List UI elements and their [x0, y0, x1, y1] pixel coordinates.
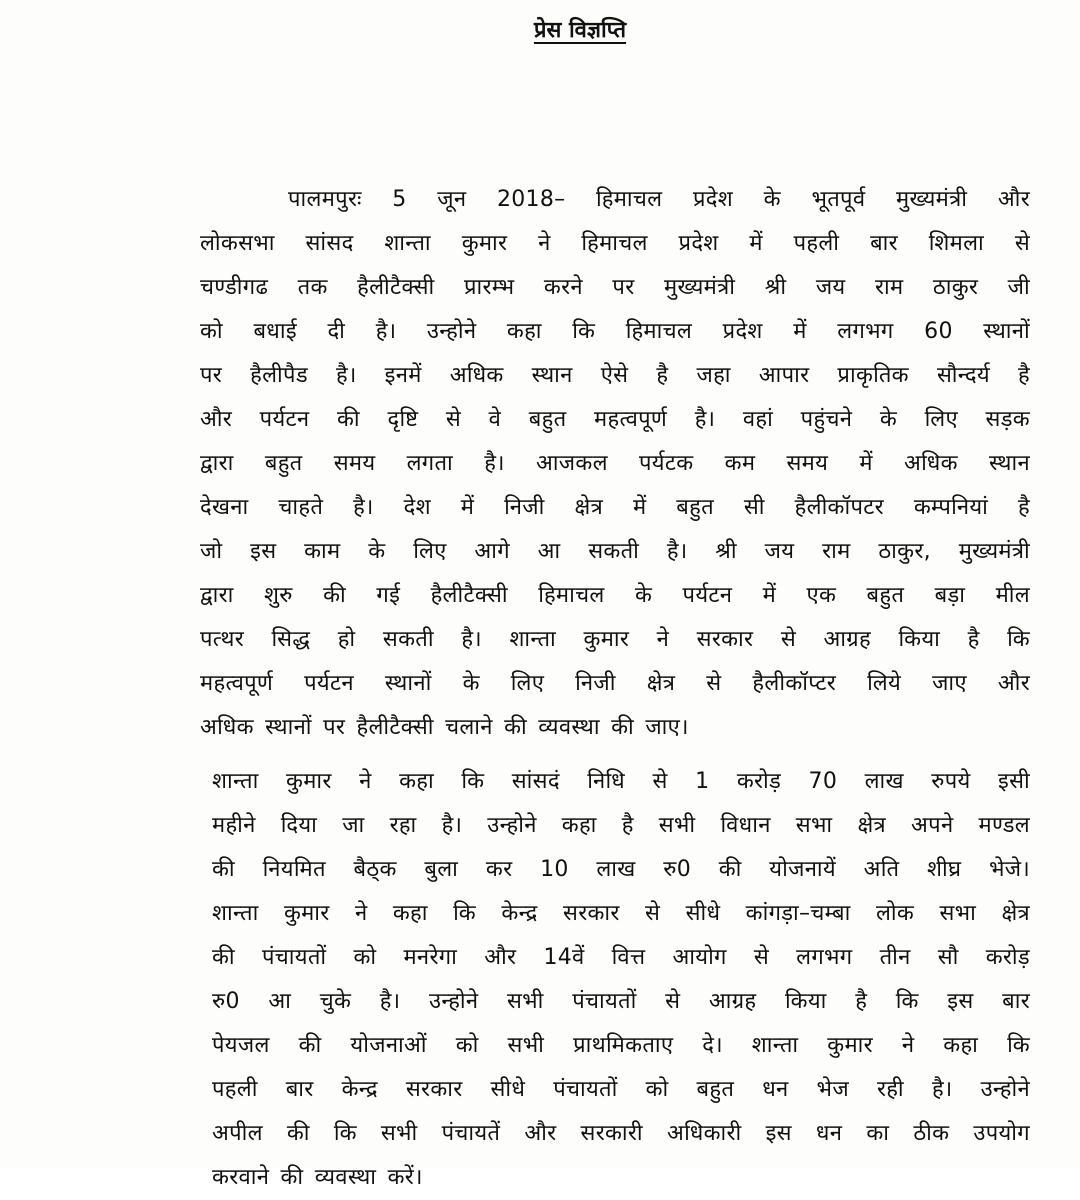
press-release-body	[200, 178, 1030, 1200]
text-line: की पंचायतों को मनरेगा और 14वें वित्त आयोग से लगभग तीन सौ करोड़	[212, 945, 1030, 970]
text-line: पहली बार केन्द्र सरकार सीधे पंचायतों को बहुत धन भेज रही है। उन्होने	[212, 1077, 1030, 1102]
text-line: लोकसभा सांसद शान्ता कुमार ने हिमाचल प्रदेश में पहली बार शिमला से	[200, 231, 1030, 256]
text-line: पर हैलीपैड है। इनमें अधिक स्थान ऐसे है जहा आपार प्राकृतिक सौन्दर्य है	[200, 363, 1030, 388]
text-line: करवाने की व्यवस्था करें।	[212, 1165, 423, 1190]
text-line: को बधाई दी है। उन्होने कहा कि हिमाचल प्रदेश में लगभग 60 स्थानों	[200, 319, 1030, 344]
paragraph-gap	[200, 750, 1030, 760]
text-line: जो इस काम के लिए आगे आ सकती है। श्री जय राम ठाकुर, मुख्यमंत्री	[200, 539, 1030, 564]
text-line: पालमपुरः 5 जून 2018– हिमाचल प्रदेश के भूतपूर्व मुख्यमंत्री और	[288, 187, 1030, 212]
text-line: अधिक स्थानों पर हैलीटैक्सी चलाने की व्यवस्था की जाए।	[200, 715, 689, 740]
text-line: महीने दिया जा रहा है। उन्होने कहा है सभी विधान सभा क्षेत्र अपने मण्डल	[212, 813, 1030, 838]
text-line: की नियमित बैठ्क बुला कर 10 लाख रु0 की योजनायें अति शीघ्र भेजे।	[212, 857, 1030, 882]
text-line: और पर्यटन की दृष्टि से वे बहुत महत्वपूर्ण है। वहां पहुंचने के लिए सड़क	[200, 407, 1030, 432]
text-line: चण्डीगढ तक हैलीटैक्सी प्रारम्भ करने पर मुख्यमंत्री श्री जय राम ठाकुर जी	[200, 275, 1030, 300]
text-line: देखना चाहते है। देश में निजी क्षेत्र में बहुत सी हैलीकॉपटर कम्पनियां है	[200, 495, 1030, 520]
document-title: प्रेस विज्ञप्ति	[533, 18, 627, 43]
text-line: द्वारा शुरु की गई हैलीटैक्सी हिमाचल के पर्यटन में एक बहुत बड़ा मील	[200, 583, 1030, 608]
text-line: शान्ता कुमार ने कहा कि सांसदं निधि से 1 करोड़ 70 लाख रुपये इसी	[212, 769, 1030, 794]
text-line: रु0 आ चुके है। उन्होने सभी पंचायतों से आग्रह किया है कि इस बार	[212, 989, 1030, 1014]
text-line: पेयजल की योजनाओं को सभी प्राथमिकताए दे। शान्ता कुमार ने कहा कि	[212, 1033, 1030, 1058]
text-line: अपील की कि सभी पंचायतें और सरकारी अधिकारी इस धन का ठीक उपयोग	[212, 1121, 1030, 1146]
paragraph-1	[200, 178, 1030, 750]
text-line: शान्ता कुमार ने कहा कि केन्द्र सरकार से सीधे कांगड़ा–चम्बा लोक सभा क्षेत्र	[212, 901, 1030, 926]
text-line: द्वारा बहुत समय लगता है। आजकल पर्यटक कम समय में अधिक स्थान	[200, 451, 1030, 476]
paragraph-2	[212, 760, 1030, 1200]
text-line: पत्थर सिद्ध हो सकती है। शान्ता कुमार ने सरकार से आग्रह किया है कि	[200, 627, 1030, 652]
text-line: महत्वपूर्ण पर्यटन स्थानों के लिए निजी क्षेत्र से हैलीकॉप्टर लिये जाए और	[200, 671, 1030, 696]
